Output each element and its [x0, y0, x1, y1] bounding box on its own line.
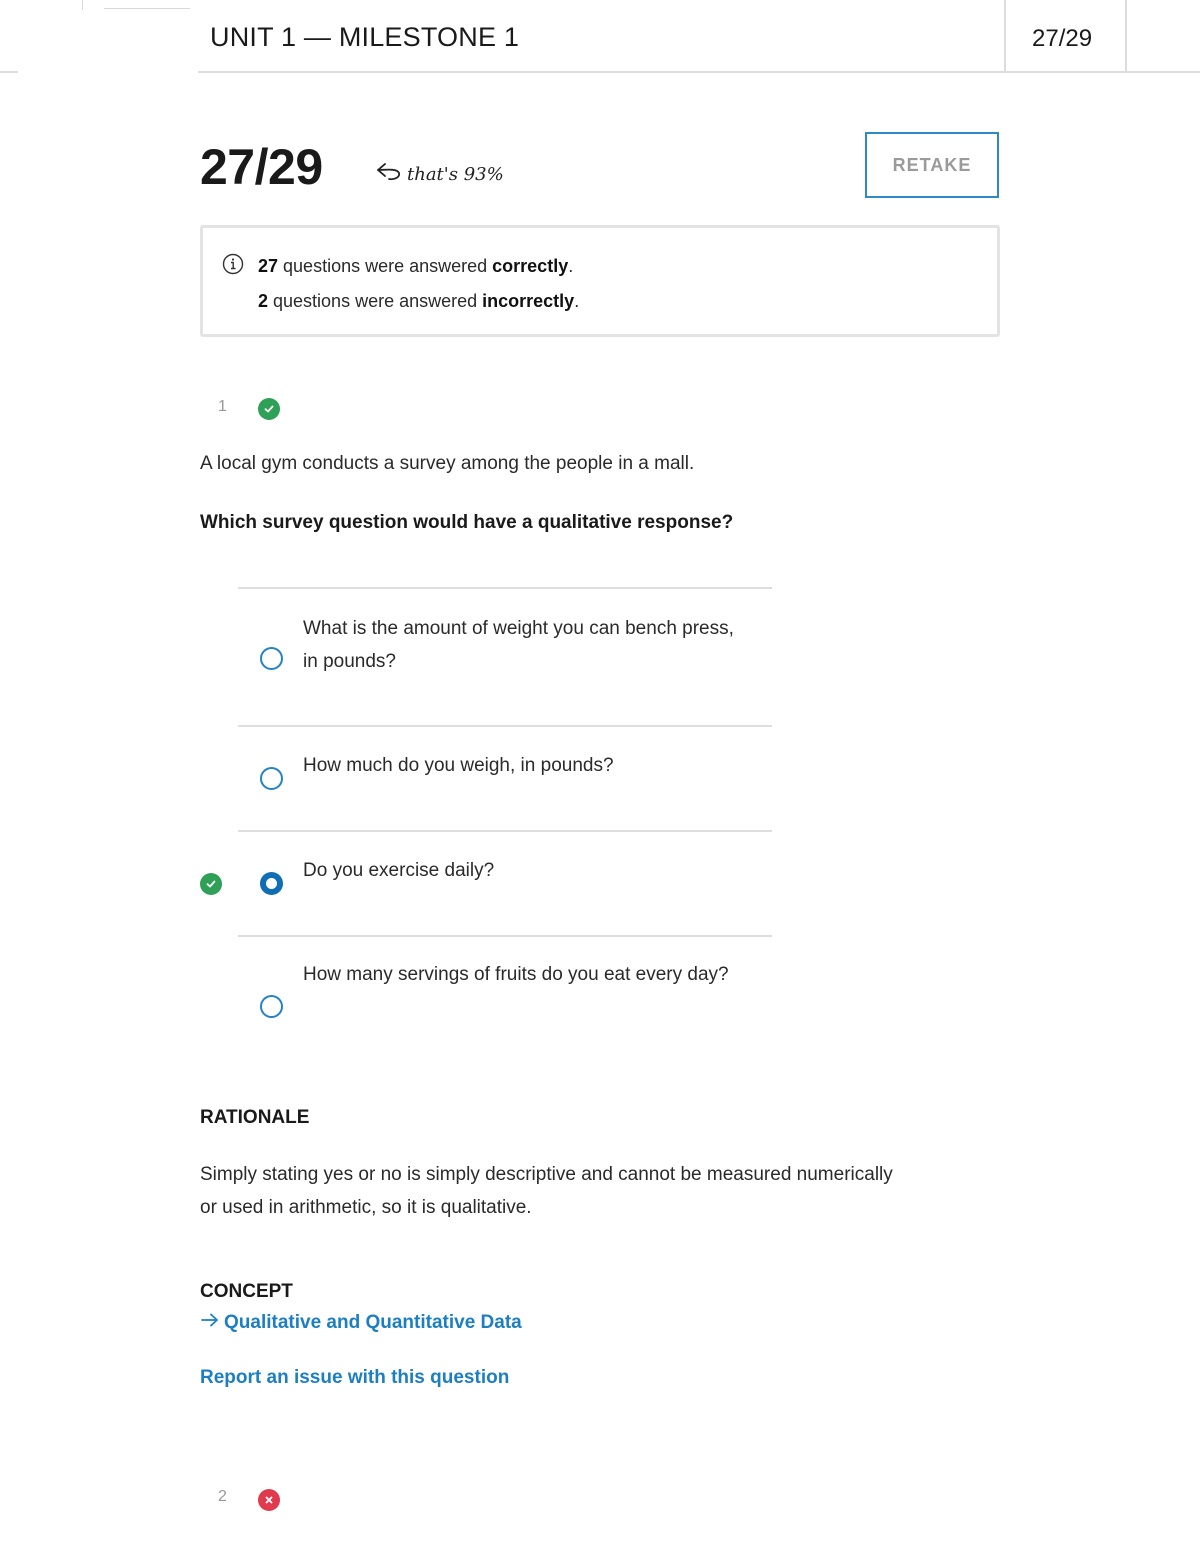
option-radio-selected[interactable]	[260, 872, 283, 895]
option-radio[interactable]	[260, 767, 283, 790]
option-text: How much do you weigh, in pounds?	[303, 755, 614, 776]
arrow-right-icon	[200, 1312, 220, 1334]
header-score: 27/29	[1032, 25, 1093, 52]
results-summary	[200, 225, 1000, 337]
incorrect-summary: 2 questions were answered incorrectly.	[258, 291, 580, 311]
divider	[0, 71, 18, 73]
question-text: Which survey question would have a qualitative response?	[200, 512, 734, 533]
concept-heading: CONCEPT	[200, 1281, 293, 1302]
option-text: What is the amount of weight you can bench press, in pounds?	[303, 618, 734, 672]
option-text: Do you exercise daily?	[303, 860, 495, 881]
curved-arrow-icon	[375, 160, 403, 189]
option-divider	[238, 587, 772, 589]
top-bar	[0, 0, 1200, 74]
correct-answer-check-icon	[200, 873, 222, 895]
score-percentage-note	[375, 160, 504, 189]
divider	[82, 0, 83, 10]
divider	[104, 8, 190, 9]
correct-summary: 27 questions were answered correctly.	[258, 256, 574, 276]
score-display: 27/29	[200, 139, 323, 195]
report-issue-link[interactable]: Report an issue with this question	[200, 1367, 510, 1388]
option-divider	[238, 830, 772, 832]
option-radio[interactable]	[260, 995, 283, 1018]
incorrect-status-icon	[258, 1489, 280, 1511]
option-text: How many servings of fruits do you eat every day?	[303, 964, 729, 985]
divider	[1004, 0, 1006, 72]
option-divider	[238, 725, 772, 727]
question-number: 2	[218, 1488, 227, 1505]
option-radio[interactable]	[260, 647, 283, 670]
question-prompt: A local gym conducts a survey among the people in a mall.	[200, 453, 695, 474]
rationale-text: Simply stating yes or no is simply descriptive and cannot be measured numerically or used in arithmetic, so it is qualitative.	[200, 1164, 893, 1218]
divider	[1125, 0, 1127, 72]
page-title: UNIT 1 — MILESTONE 1	[210, 22, 520, 52]
retake-button[interactable]: RETAKE	[865, 132, 999, 198]
rationale-heading: RATIONALE	[200, 1107, 310, 1128]
concept-link-label: Qualitative and Quantitative Data	[224, 1312, 522, 1333]
option-divider	[238, 935, 772, 937]
percentage-note: that's 93%	[407, 164, 504, 185]
concept-link[interactable]	[200, 1312, 522, 1334]
divider	[198, 71, 1200, 73]
info-icon	[222, 253, 244, 280]
question-number: 1	[218, 398, 227, 415]
correct-status-icon	[258, 398, 280, 420]
